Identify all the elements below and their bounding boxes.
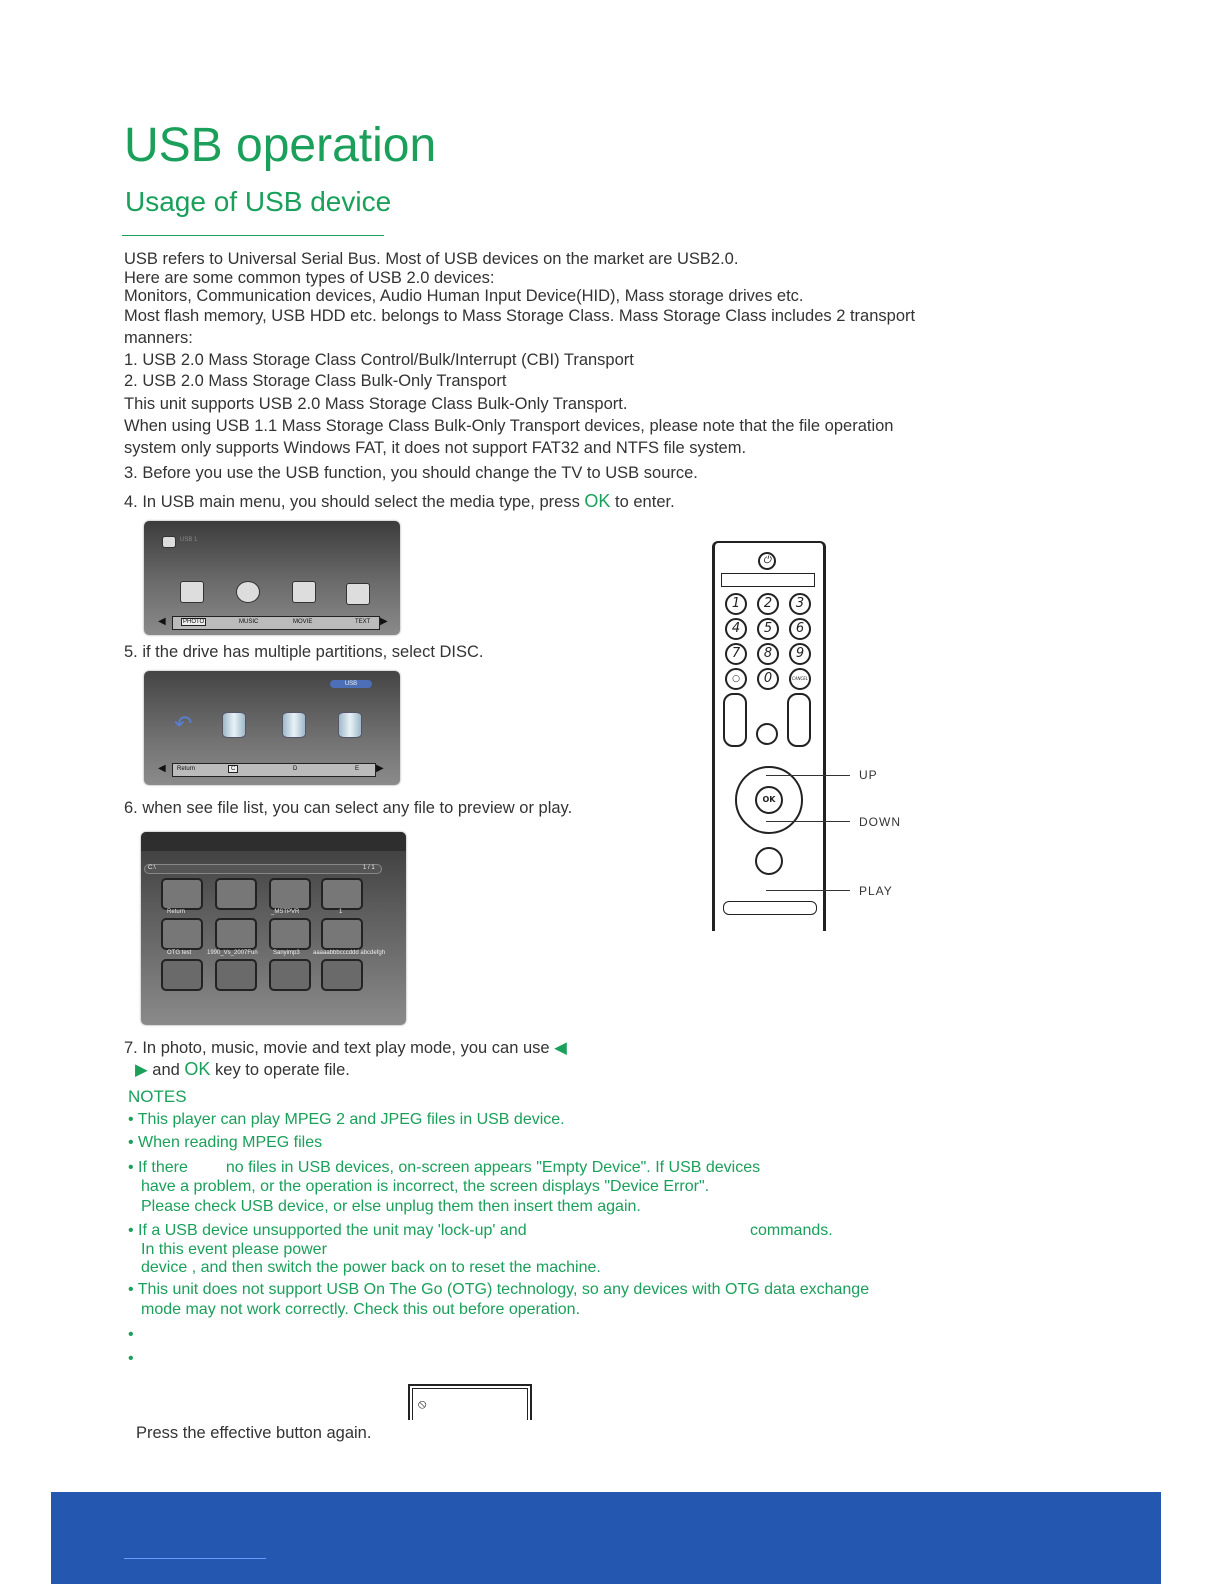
note-text: This unit does not support USB On The Go (OTG) technology, so any devices with OTG data exchange xyxy=(137,1281,870,1298)
partition-return[interactable]: Return xyxy=(177,766,196,772)
step-7-text: 7. In photo, music, movie and text play mode, you can use xyxy=(124,1039,550,1057)
power-icon: ⏻ xyxy=(758,552,776,570)
digit-key: 1 xyxy=(725,593,747,615)
paragraph-line: Monitors, Communication devices, Audio Human Input Device(HID), Mass storage drives etc. xyxy=(124,287,804,305)
menu-header: USB 1 xyxy=(180,537,198,543)
file-label: Sanyimp3 xyxy=(273,950,300,956)
disk-c-icon xyxy=(222,712,246,738)
file-tile[interactable] xyxy=(321,878,363,910)
usb-main-menu-screenshot xyxy=(144,521,400,635)
ok-key: OK xyxy=(755,786,783,814)
left-arrow-key-icon: ◀ xyxy=(554,1039,567,1057)
file-label: 1990_Vs_2007Fun xyxy=(207,950,258,956)
digit-key: 5 xyxy=(757,618,779,640)
movie-icon xyxy=(292,581,316,603)
step-5: 5. if the drive has multiple partitions, select DISC. xyxy=(124,643,484,661)
file-tile[interactable] xyxy=(269,878,311,910)
digit-key: 3 xyxy=(789,593,811,615)
partition-select-screenshot xyxy=(144,671,400,785)
file-list-screenshot xyxy=(141,832,406,1025)
file-tile-empty xyxy=(321,959,363,991)
file-label: _MSTPVR xyxy=(271,909,300,915)
note-item: • If a USB device unsupported the unit may 'lock-up' and xyxy=(128,1222,527,1239)
return-icon: ↶ xyxy=(174,711,193,736)
file-tile[interactable] xyxy=(269,918,311,950)
right-arrow-key-icon: ▶ xyxy=(135,1061,148,1079)
empty-bullet: • xyxy=(128,1326,134,1343)
channel-rocker xyxy=(787,693,811,747)
up-leader-line xyxy=(766,775,850,776)
step-7-line2 xyxy=(135,1059,350,1080)
step-7-line1 xyxy=(124,1038,567,1058)
menu-item-photo[interactable]: PHOTO xyxy=(183,619,205,625)
note-text: If there xyxy=(138,1159,188,1176)
note-item: • This unit does not support USB On The Go (OTG) technology, so any devices with OTG data exchange xyxy=(128,1281,870,1298)
note-item: • If there no files in USB devices, on-screen appears "Empty Device". If USB devices xyxy=(128,1159,761,1176)
file-tile-empty xyxy=(269,959,311,991)
path-bar xyxy=(144,864,382,874)
digit-key: 8 xyxy=(757,643,779,665)
note-text: device , and then switch the power back on to reset the machine. xyxy=(141,1259,601,1276)
note-text: This player can play MPEG 2 and JPEG files in USB device. xyxy=(137,1111,565,1128)
partition-e[interactable]: E xyxy=(355,766,360,772)
file-tile[interactable] xyxy=(321,918,363,950)
paragraph-line: When using USB 1.1 Mass Storage Class Bulk-Only Transport devices, please note that the file operation xyxy=(124,417,894,435)
repeat-key xyxy=(755,847,783,875)
music-icon xyxy=(236,581,260,603)
empty-bullet: • xyxy=(128,1350,134,1367)
exit-key xyxy=(756,723,778,745)
down-leader-line xyxy=(766,821,850,822)
title-underline xyxy=(122,235,384,236)
play-leader-line xyxy=(766,890,850,891)
digit-key: 9 xyxy=(789,643,811,665)
invalid-indicator-box xyxy=(408,1384,532,1420)
ok-key-label: OK xyxy=(584,491,611,511)
file-tile[interactable] xyxy=(215,918,257,950)
menu-item-movie[interactable]: MOVIE xyxy=(293,619,313,625)
note-text: have a problem, or the operation is incorrect, the screen displays "Device Error". xyxy=(141,1178,710,1195)
paragraph-line: manners: xyxy=(124,329,193,347)
partition-d[interactable]: D xyxy=(293,766,298,772)
step-4 xyxy=(124,491,675,512)
menu-item-text[interactable]: TEXT xyxy=(355,619,371,625)
step-7-after: key to operate file. xyxy=(215,1061,350,1079)
press-again-text: Press the effective button again. xyxy=(136,1424,372,1442)
digit-key: ○ xyxy=(725,668,747,690)
footer-link-underline xyxy=(124,1558,266,1559)
digit-key: 7 xyxy=(725,643,747,665)
paragraph-line: USB refers to Universal Serial Bus. Most of USB devices on the market are USB2.0. xyxy=(124,250,739,268)
disk-e-icon xyxy=(338,712,362,738)
file-list-header xyxy=(141,832,406,851)
note-text: mode may not work correctly. Check this out before operation. xyxy=(141,1301,581,1318)
paragraph-line: 1. USB 2.0 Mass Storage Class Control/Bulk/Interrupt (CBI) Transport xyxy=(124,351,634,369)
file-tile-empty xyxy=(161,959,203,991)
left-arrow-icon: ◀ xyxy=(158,616,166,627)
file-label: Return xyxy=(167,909,186,915)
file-tile[interactable] xyxy=(215,878,257,910)
file-label: 1 xyxy=(339,909,343,915)
disk-d-icon xyxy=(282,712,306,738)
media-type-bar xyxy=(172,616,380,630)
file-label: aaaaabbbcccddd abcdefgh xyxy=(313,950,386,956)
note-text: Please check USB device, or else unplug them then insert them again. xyxy=(141,1198,641,1215)
page-title: USB operation xyxy=(124,119,437,172)
note-item: • This player can play MPEG 2 and JPEG files in USB device. xyxy=(128,1111,565,1128)
note-text: If a USB device unsupported the unit may 'lock-up' and xyxy=(138,1222,527,1239)
usb-icon xyxy=(162,536,176,548)
down-label: DOWN xyxy=(859,815,901,829)
up-label: UP xyxy=(859,768,878,782)
menu-item-music[interactable]: MUSIC xyxy=(239,619,259,625)
partition-c[interactable]: C xyxy=(228,765,238,773)
left-arrow-icon: ◀ xyxy=(158,763,166,774)
top-key-row xyxy=(721,573,815,587)
text-icon xyxy=(346,583,370,605)
note-text: When reading MPEG files xyxy=(138,1134,323,1151)
current-path: C:\ xyxy=(148,865,156,871)
note-text: In this event please power xyxy=(141,1241,327,1258)
note-text: no files in USB devices, on-screen appears "Empty Device". If USB devices xyxy=(225,1159,761,1176)
volume-rocker xyxy=(723,693,747,747)
note-item: • When reading MPEG files xyxy=(128,1134,323,1151)
step-4-text: 4. In USB main menu, you should select the media type, press xyxy=(124,493,580,511)
paragraph-line: Here are some common types of USB 2.0 devices: xyxy=(124,269,495,287)
footer-band xyxy=(51,1492,1161,1584)
bottom-key-row xyxy=(723,901,817,915)
right-arrow-icon: ▶ xyxy=(376,763,384,774)
remote-control-illustration xyxy=(712,541,826,931)
file-label: OTG test xyxy=(167,950,192,956)
file-tile-return[interactable] xyxy=(161,878,203,910)
photo-icon xyxy=(180,581,204,603)
section-title: Usage of USB device xyxy=(125,186,392,217)
paragraph-line: 2. USB 2.0 Mass Storage Class Bulk-Only Transport xyxy=(124,372,507,390)
ok-key-label: OK xyxy=(184,1059,211,1079)
digit-key: 0 xyxy=(757,668,779,690)
page-indicator: 1 / 1 xyxy=(363,865,375,871)
step-6: 6. when see file list, you can select any file to preview or play. xyxy=(124,799,573,817)
digit-key: 6 xyxy=(789,618,811,640)
prohibited-icon: ⦸ xyxy=(418,1396,427,1411)
play-label: PLAY xyxy=(859,884,893,898)
right-arrow-icon: ▶ xyxy=(380,616,388,627)
paragraph-line: Most flash memory, USB HDD etc. belongs to Mass Storage Class. Mass Storage Class includes 2 transport xyxy=(124,307,916,325)
usb-badge: USB xyxy=(330,680,372,688)
note-text: commands. xyxy=(750,1222,833,1239)
partition-bar xyxy=(172,763,376,777)
file-tile[interactable] xyxy=(161,918,203,950)
digit-key: 4 xyxy=(725,618,747,640)
step-4-after: to enter. xyxy=(615,493,675,511)
paragraph-line: system only supports Windows FAT, it does not support FAT32 and NTFS file system. xyxy=(124,439,747,457)
paragraph-line: 3. Before you use the USB function, you should change the TV to USB source. xyxy=(124,464,698,482)
file-tile-empty xyxy=(215,959,257,991)
paragraph-line: This unit supports USB 2.0 Mass Storage Class Bulk-Only Transport. xyxy=(124,395,628,413)
digit-key: 2 xyxy=(757,593,779,615)
digit-key: CANCEL xyxy=(789,668,811,690)
notes-heading: NOTES xyxy=(128,1087,187,1106)
and-text: and xyxy=(152,1061,180,1079)
